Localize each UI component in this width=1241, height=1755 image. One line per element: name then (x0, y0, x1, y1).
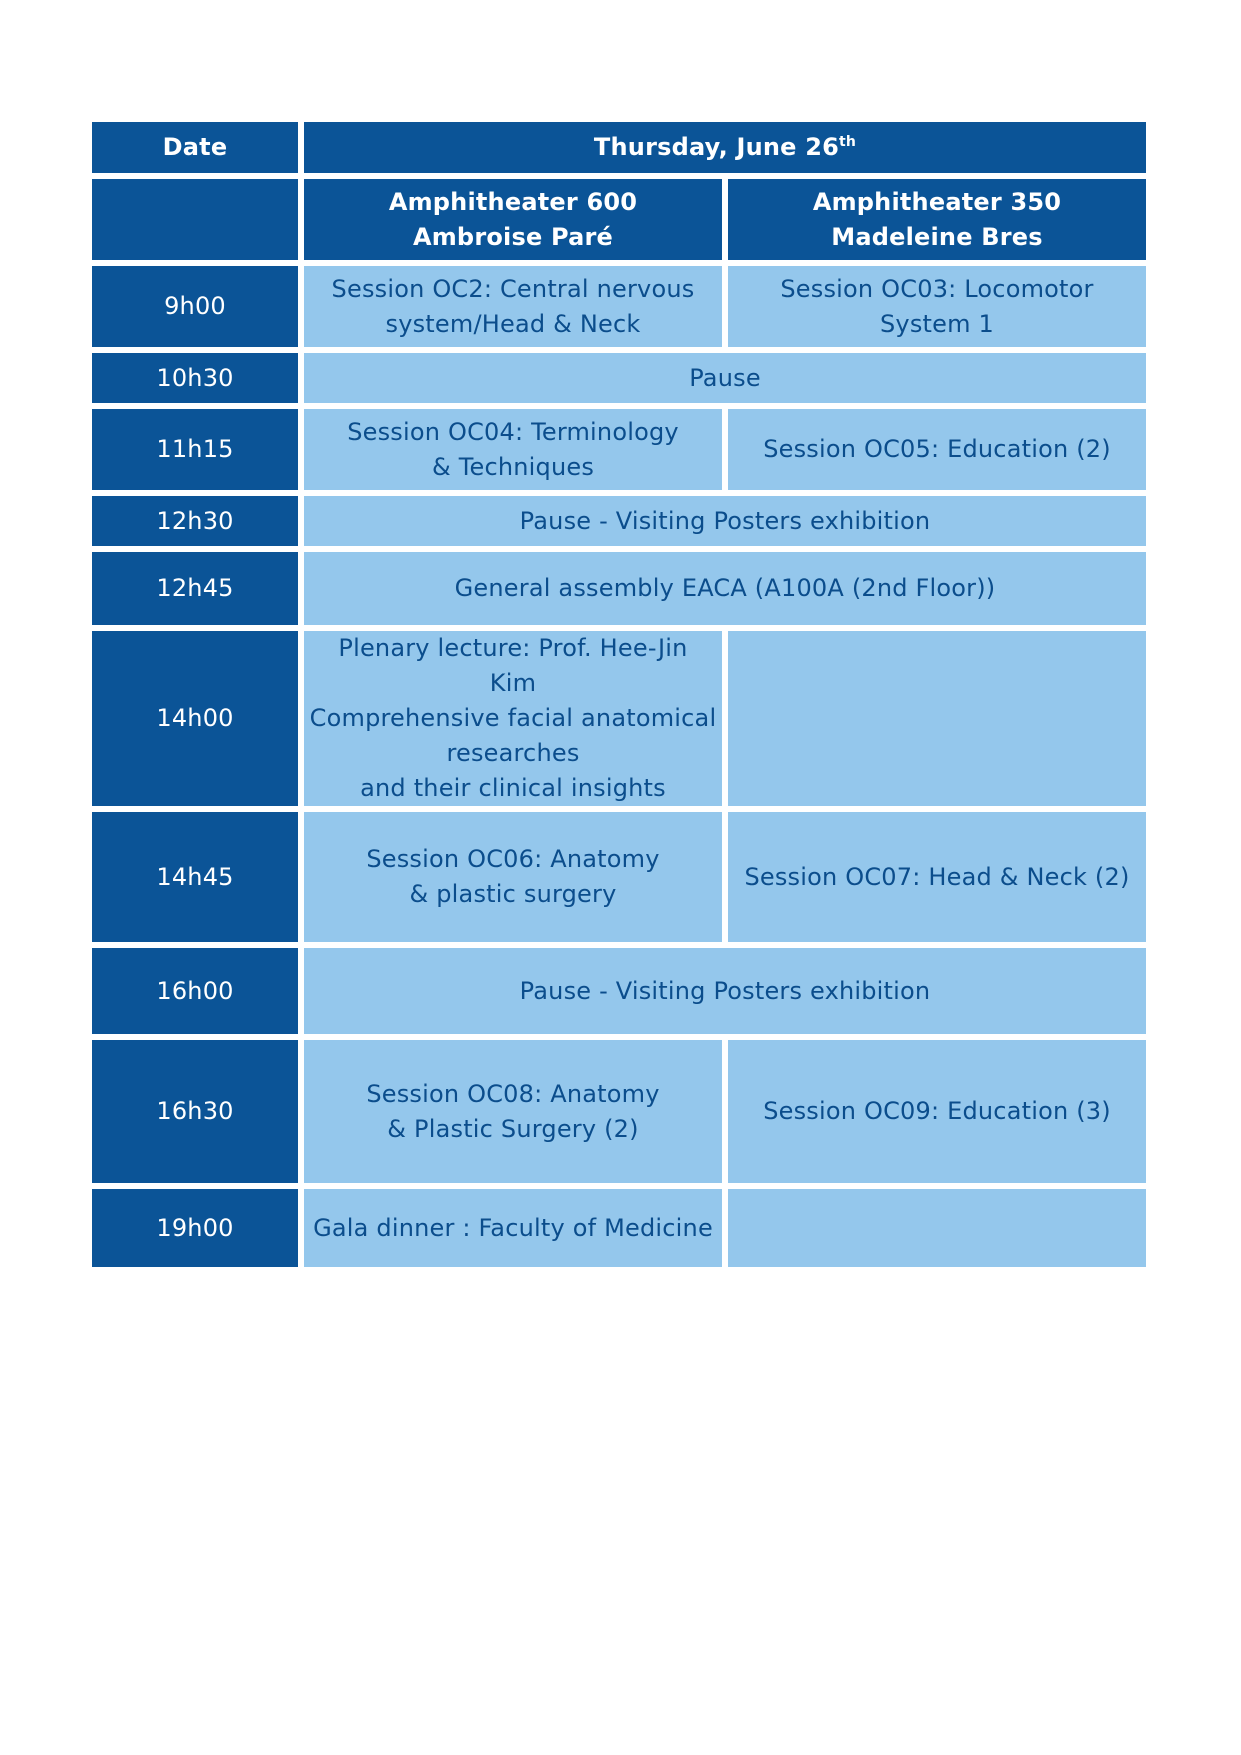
session-line: System 1 (880, 309, 994, 338)
room-b-header (728, 179, 1146, 260)
session-cell-room-a (304, 1040, 722, 1183)
header-row (92, 122, 1146, 173)
session-cell-room-a (304, 266, 722, 347)
room-a-name: Amphitheater 600 (388, 187, 638, 216)
time-cell: 10h30 (92, 353, 298, 403)
session-line: Session OC08: Anatomy (366, 1079, 660, 1108)
table-row (92, 496, 1146, 546)
spanning-event-cell: Pause (304, 353, 1146, 403)
rooms-row-date-cell (92, 179, 298, 260)
time-cell: 11h15 (92, 409, 298, 490)
session-line: & Techniques (431, 452, 595, 481)
date-header: Date (92, 122, 298, 173)
empty-cell-room-b (728, 1189, 1146, 1267)
time-cell: 14h00 (92, 631, 298, 806)
rooms-row (92, 179, 1146, 260)
table-row (92, 266, 1146, 347)
session-cell-room-b (728, 266, 1146, 347)
spanning-event-cell: Pause - Visiting Posters exhibition (304, 948, 1146, 1034)
session-line: & plastic surgery (409, 880, 617, 908)
table-row (92, 1040, 1146, 1183)
session-line: Session OC03: Locomotor (780, 274, 1094, 303)
room-a-subname: Ambroise Paré (412, 222, 614, 251)
empty-cell-room-b (728, 631, 1146, 806)
session-line: Session OC06: Anatomy (366, 845, 660, 873)
time-cell: 16h30 (92, 1040, 298, 1183)
spanning-event-cell: General assembly EACA (A100A (2nd Floor)) (304, 552, 1146, 625)
room-b-subname: Madeleine Bres (831, 222, 1043, 251)
session-cell-room-a (304, 409, 722, 490)
table-row (92, 948, 1146, 1034)
session-cell-room-a: Gala dinner : Faculty of Medicine (304, 1189, 722, 1267)
table-row (92, 353, 1146, 403)
session-line: Session OC04: Terminology (347, 417, 679, 446)
session-line: Kim (489, 669, 537, 697)
room-b-name: Amphitheater 350 (812, 187, 1062, 216)
session-line: system/Head & Neck (385, 309, 641, 338)
session-line: Plenary lecture: Prof. Hee-Jin (338, 634, 688, 662)
session-line: researches (446, 739, 580, 767)
room-a-header (304, 179, 722, 260)
time-cell: 9h00 (92, 266, 298, 347)
session-line: Session OC2: Central nervous (331, 274, 695, 303)
session-cell-room-a (304, 631, 722, 806)
session-cell-room-a (304, 812, 722, 942)
spanning-event-cell: Pause - Visiting Posters exhibition (304, 496, 1146, 546)
table-row (92, 631, 1146, 806)
session-line: Comprehensive facial anatomical (309, 704, 717, 732)
day-header-suffix: th (839, 134, 857, 150)
time-cell: 19h00 (92, 1189, 298, 1267)
time-cell: 12h30 (92, 496, 298, 546)
schedule-table (86, 116, 1152, 1273)
time-cell: 16h00 (92, 948, 298, 1034)
session-cell-room-b: Session OC05: Education (2) (728, 409, 1146, 490)
day-header (304, 122, 1146, 173)
session-line: and their clinical insights (360, 774, 666, 802)
session-line: & Plastic Surgery (2) (387, 1114, 639, 1143)
session-cell-room-b: Session OC09: Education (3) (728, 1040, 1146, 1183)
time-cell: 12h45 (92, 552, 298, 625)
day-header-text: Thursday, June 26 (593, 133, 840, 161)
table-row (92, 1189, 1146, 1267)
time-cell: 14h45 (92, 812, 298, 942)
table-row (92, 812, 1146, 942)
table-row (92, 552, 1146, 625)
session-cell-room-b: Session OC07: Head & Neck (2) (728, 812, 1146, 942)
table-row (92, 409, 1146, 490)
